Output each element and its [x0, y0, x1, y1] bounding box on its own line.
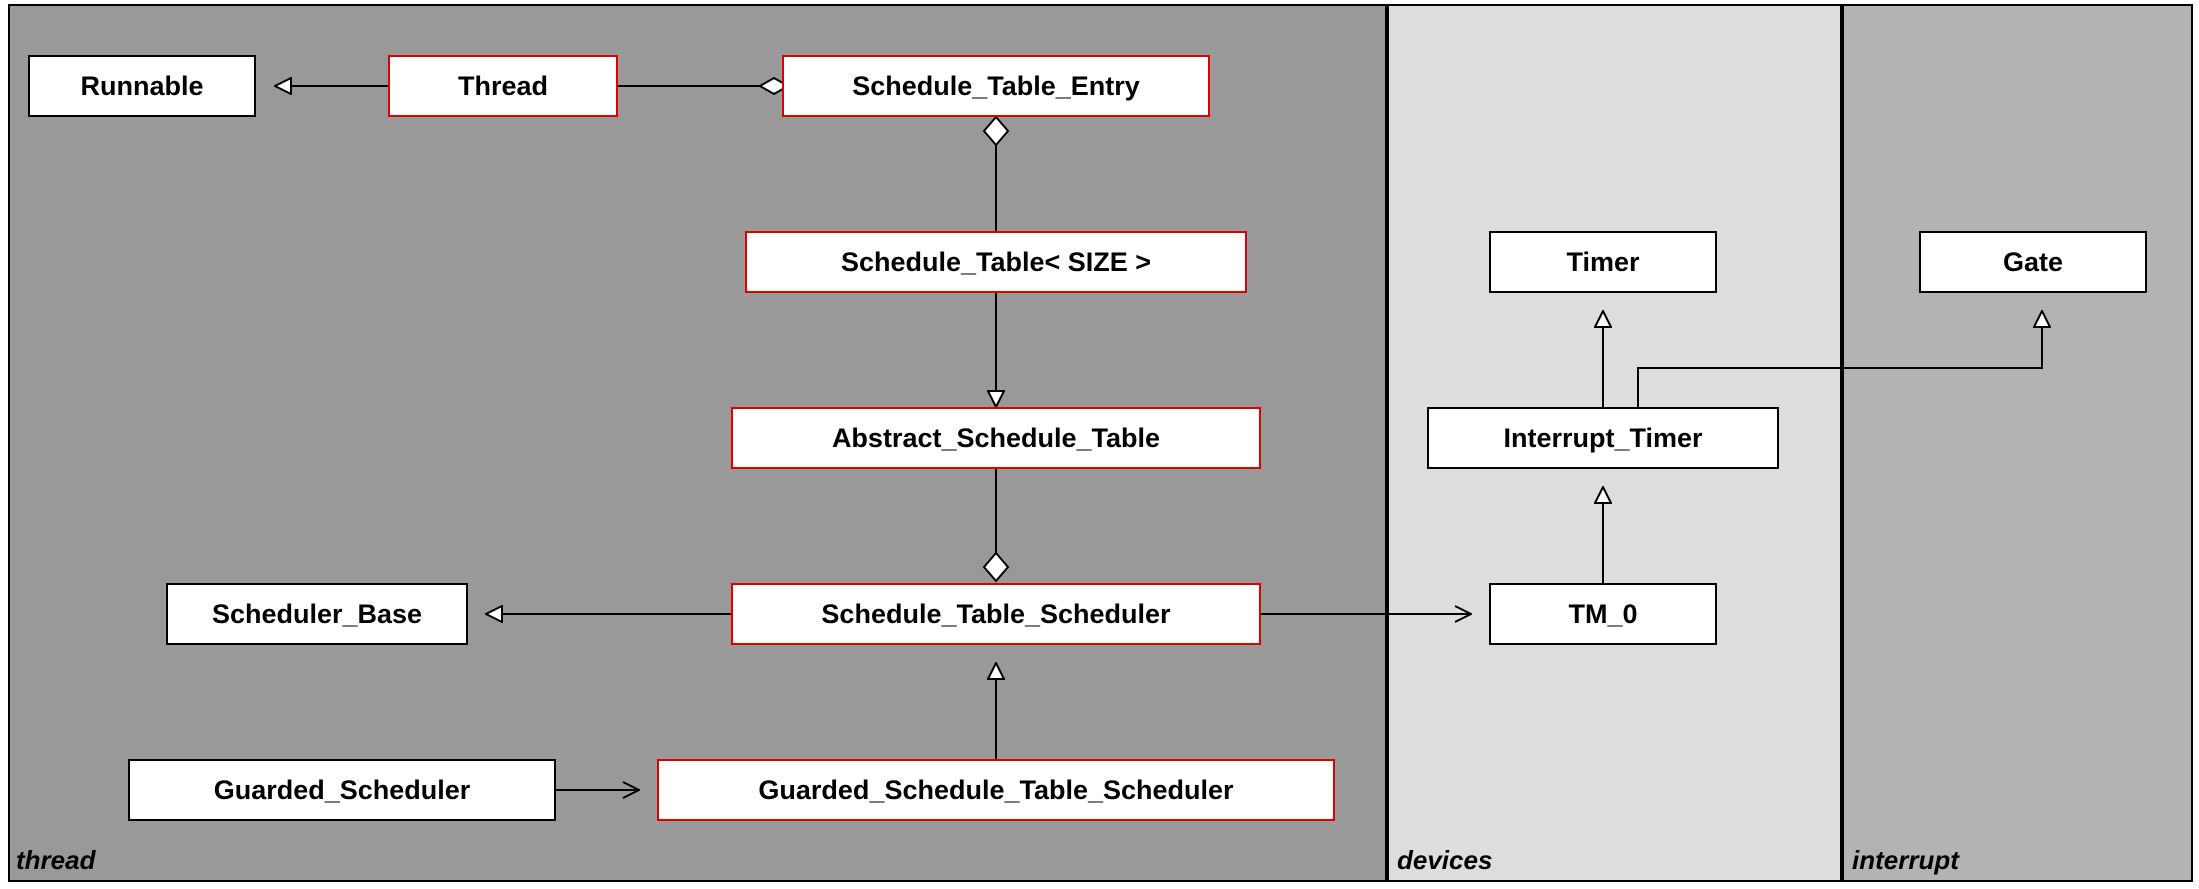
class-node-thread[interactable]: Thread — [388, 55, 618, 117]
class-node-gate[interactable]: Gate — [1919, 231, 2147, 293]
class-node-interrupt-timer[interactable]: Interrupt_Timer — [1427, 407, 1779, 469]
class-node-timer[interactable]: Timer — [1489, 231, 1717, 293]
package-interrupt — [1842, 4, 2193, 882]
class-node-schedule-table-scheduler[interactable]: Schedule_Table_Scheduler — [731, 583, 1261, 645]
class-node-guarded-schedule-table-scheduler[interactable]: Guarded_Schedule_Table_Scheduler — [657, 759, 1335, 821]
class-node-schedule-table-size[interactable]: Schedule_Table< SIZE > — [745, 231, 1247, 293]
class-node-runnable[interactable]: Runnable — [28, 55, 256, 117]
class-node-scheduler-base[interactable]: Scheduler_Base — [166, 583, 468, 645]
package-label-devices: devices — [1397, 845, 1493, 875]
package-label-thread: thread — [16, 845, 96, 875]
class-node-schedule-table-entry[interactable]: Schedule_Table_Entry — [782, 55, 1210, 117]
class-node-guarded-scheduler[interactable]: Guarded_Scheduler — [128, 759, 556, 821]
class-node-abstract-schedule-table[interactable]: Abstract_Schedule_Table — [731, 407, 1261, 469]
package-label-interrupt: interrupt — [1852, 845, 1959, 875]
class-node-tm-0[interactable]: TM_0 — [1489, 583, 1717, 645]
